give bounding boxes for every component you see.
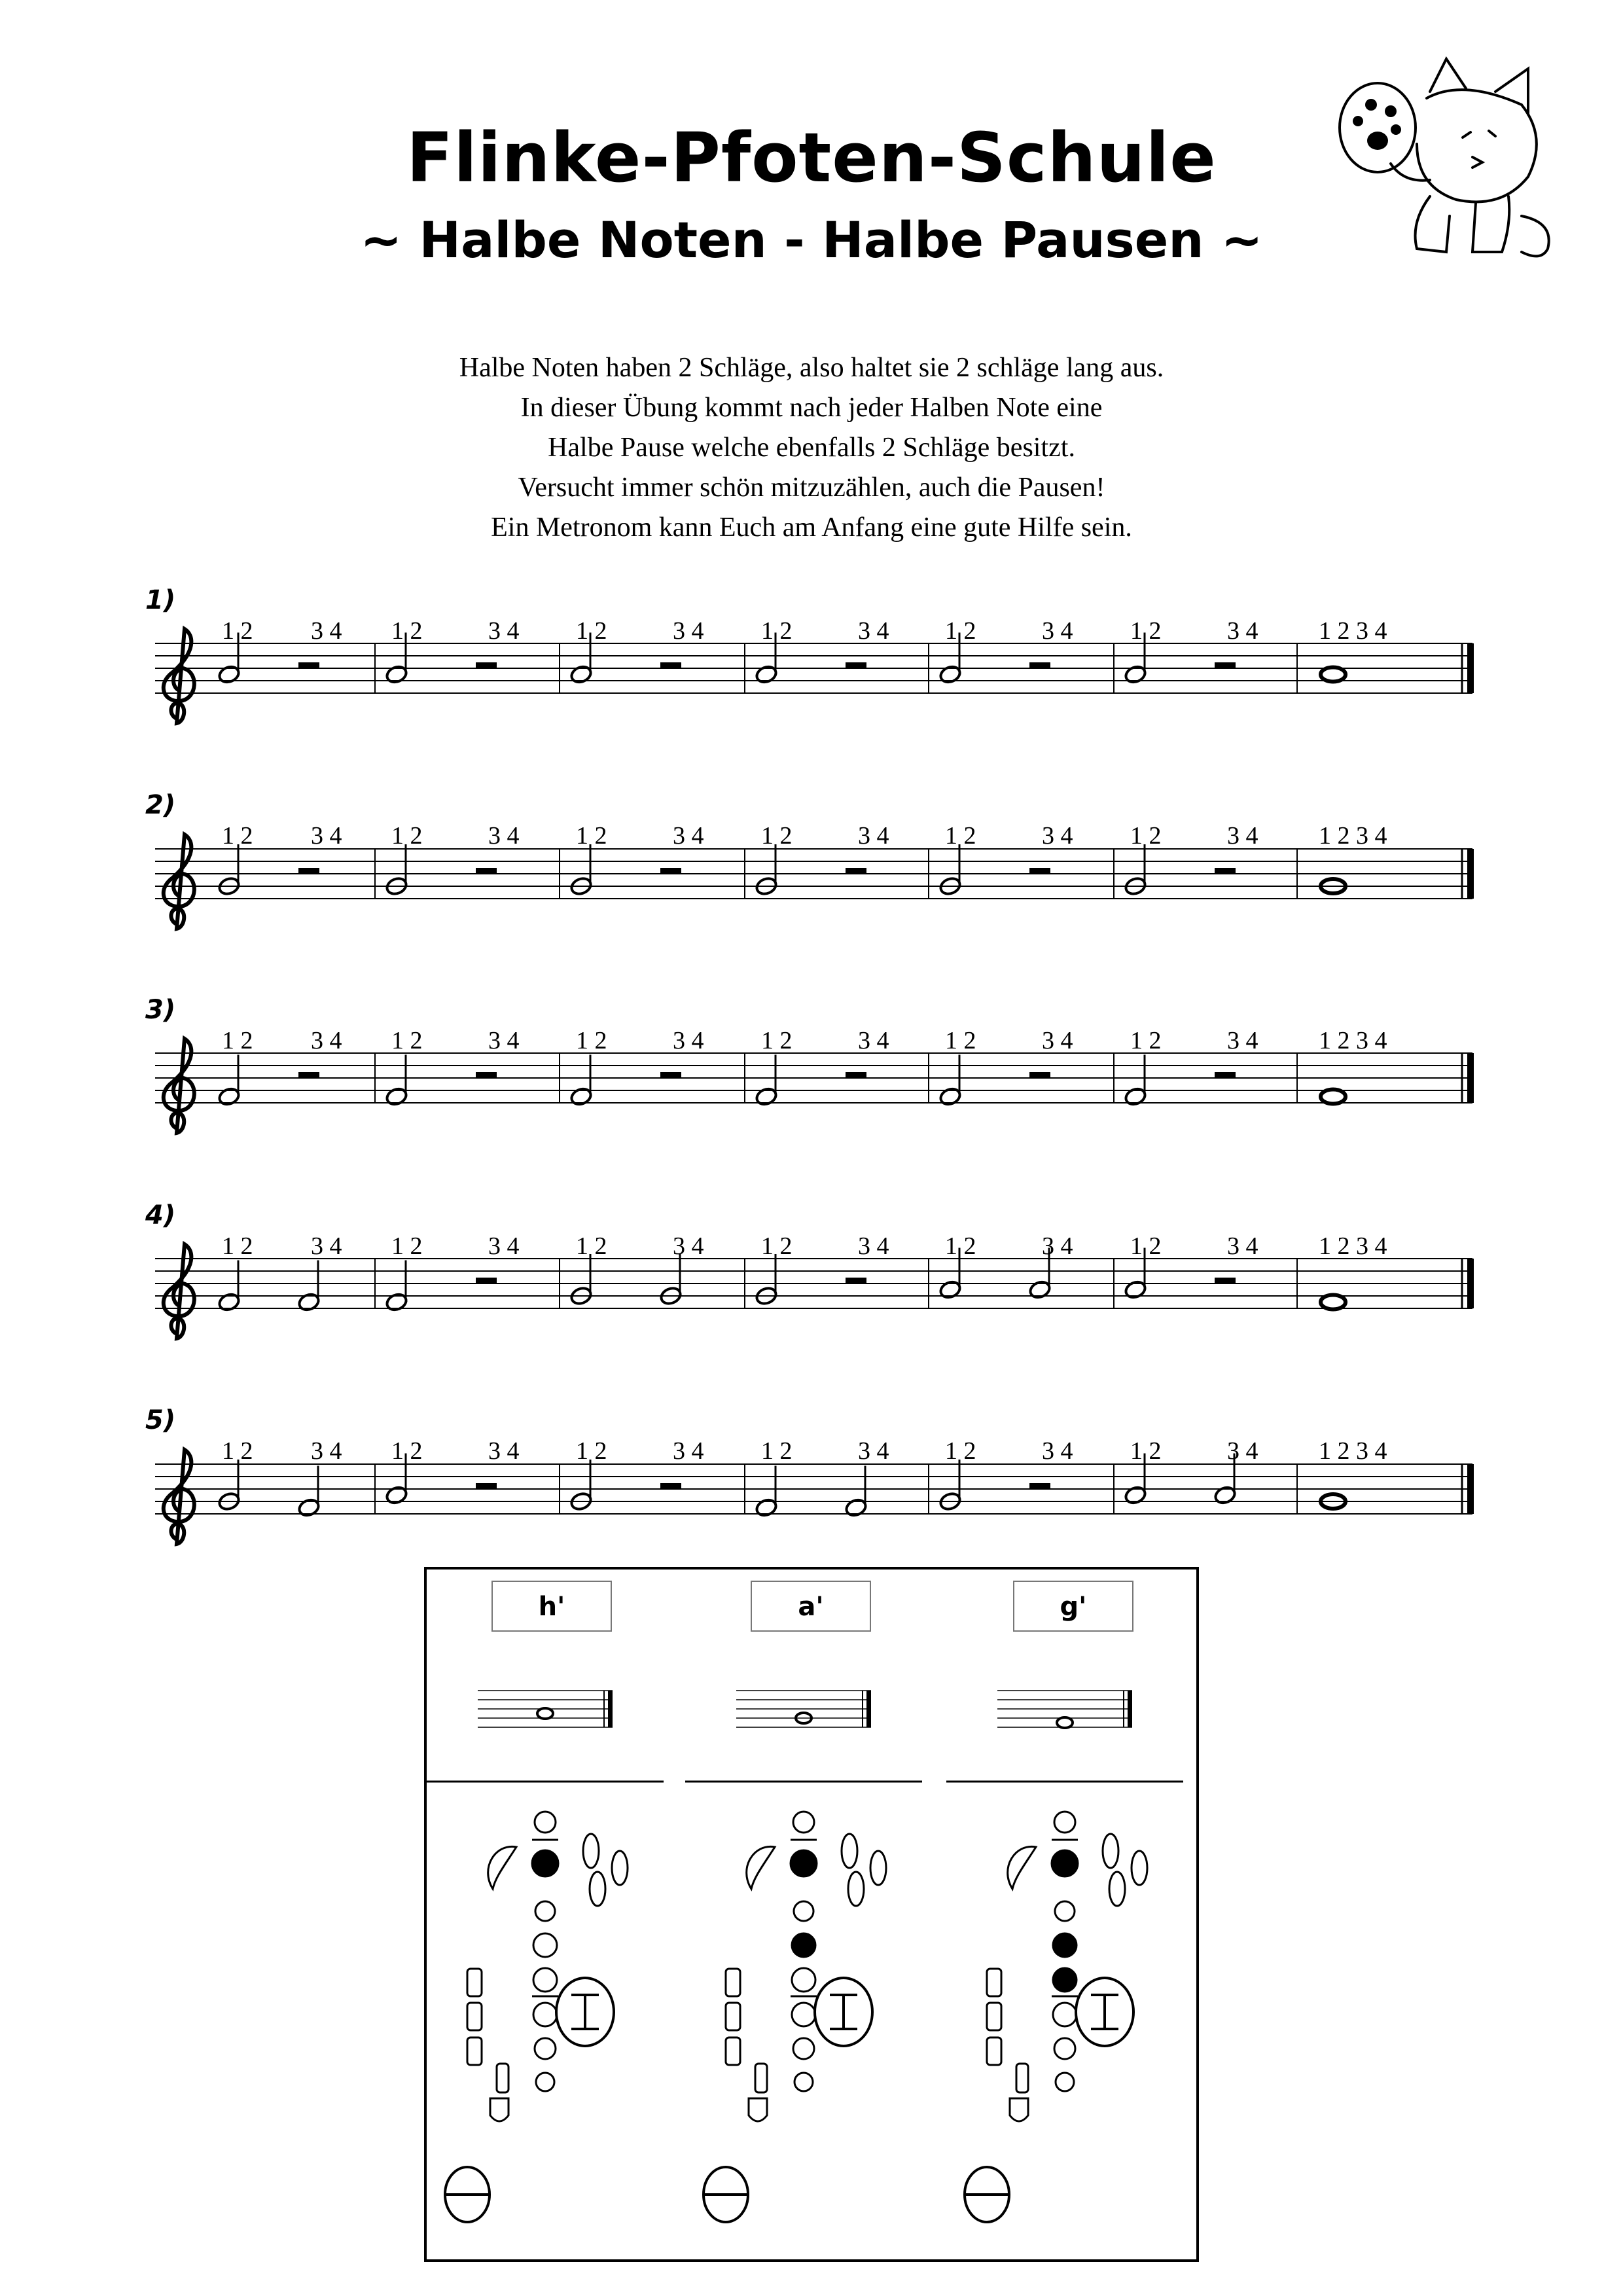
- half-rest: [660, 1483, 681, 1489]
- beat-count: 3 4: [858, 1437, 889, 1465]
- half-rest: [660, 868, 681, 874]
- side-key: [755, 2064, 767, 2092]
- side-key: [870, 1851, 886, 1885]
- beat-count: 3 4: [858, 1232, 889, 1260]
- beat-count: 3 4: [1042, 1437, 1073, 1465]
- finger-hole: [1056, 2073, 1074, 2091]
- beat-count: 3 4: [858, 822, 889, 850]
- side-key: [848, 1872, 864, 1906]
- beat-count: 1 2: [222, 1437, 253, 1465]
- side-key: [1132, 1851, 1147, 1885]
- beat-count: 1 2 3 4: [1319, 1437, 1387, 1465]
- finger-hole: [1053, 1933, 1077, 1957]
- beat-count: 3 4: [673, 1437, 704, 1465]
- whole-note: [1321, 668, 1346, 682]
- intro-line: Halbe Pause welche ebenfalls 2 Schläge besitzt.: [548, 433, 1075, 463]
- side-key: [842, 1834, 857, 1868]
- final-bar-thick: [1467, 643, 1474, 693]
- fingering-chart: [424, 1567, 1199, 2262]
- beat-count: 1 2 3 4: [1319, 822, 1387, 850]
- beat-count: 3 4: [673, 822, 704, 850]
- final-bar-thick: [1467, 1259, 1474, 1308]
- mini-bar-thick: [1128, 1691, 1132, 1727]
- beat-count: 1 2: [1130, 1437, 1162, 1465]
- finger-hole: [533, 1933, 557, 1957]
- page-title: Flinke-Pfoten-Schule: [406, 118, 1217, 198]
- thumb-key: [747, 1846, 775, 1889]
- beat-count: 1 2: [945, 1437, 976, 1465]
- side-key: [612, 1851, 628, 1885]
- half-rest: [1215, 1278, 1236, 1283]
- beat-count: 1 2: [576, 1232, 607, 1260]
- beat-count: 1 2: [945, 617, 976, 645]
- beat-count: 3 4: [311, 1232, 342, 1260]
- beat-count: 3 4: [1227, 822, 1258, 850]
- half-rest: [298, 868, 319, 874]
- thumb-key: [488, 1846, 516, 1889]
- side-key: [726, 1969, 740, 1996]
- beat-count: 1 2 3 4: [1319, 1027, 1387, 1054]
- fingering-label-b: h': [491, 1581, 612, 1632]
- exercise-5: [145, 1405, 1474, 1544]
- beat-count: 1 2: [761, 1232, 793, 1260]
- half-rest: [298, 1072, 319, 1078]
- beat-count: 1 2: [945, 1027, 976, 1054]
- exercise-number: 3): [145, 995, 176, 1025]
- half-rest: [660, 1072, 681, 1078]
- finger-hole: [792, 1933, 815, 1957]
- beat-count: 1 2: [761, 1027, 793, 1054]
- side-key: [987, 2003, 1001, 2030]
- exercise-number: 1): [145, 585, 176, 615]
- half-rest: [1215, 868, 1236, 874]
- whole-note: [1057, 1717, 1073, 1728]
- beat-count: 3 4: [311, 822, 342, 850]
- beat-count: 1 2: [391, 822, 423, 850]
- half-rest: [1029, 1483, 1050, 1489]
- side-key: [726, 2037, 740, 2065]
- half-rest: [476, 662, 497, 668]
- beat-count: 1 2: [761, 1437, 793, 1465]
- octave-hole: [535, 1812, 556, 1833]
- beat-count: 3 4: [1227, 617, 1258, 645]
- beat-count: 3 4: [488, 1437, 520, 1465]
- octave-hole: [793, 1812, 814, 1833]
- beat-count: 1 2: [1130, 1027, 1162, 1054]
- final-bar-thick: [1467, 1464, 1474, 1514]
- beat-count: 1 2: [945, 822, 976, 850]
- beat-count: 3 4: [1042, 1027, 1073, 1054]
- beat-count: 1 2: [391, 1437, 423, 1465]
- beat-count: 1 2: [391, 617, 423, 645]
- beat-count: 3 4: [673, 617, 704, 645]
- beat-count: 1 2: [761, 617, 793, 645]
- finger-hole: [794, 2073, 813, 2091]
- thumb-key: [1008, 1846, 1036, 1889]
- half-rest: [1215, 1072, 1236, 1078]
- beat-count: 3 4: [673, 1232, 704, 1260]
- half-rest: [298, 662, 319, 668]
- beat-count: 1 2: [576, 617, 607, 645]
- finger-hole: [792, 1968, 815, 1992]
- fingering-label-g: g': [1013, 1581, 1133, 1632]
- exercise-number: 4): [145, 1200, 176, 1230]
- beat-count: 3 4: [1227, 1232, 1258, 1260]
- finger-hole: [1055, 1901, 1075, 1921]
- fingering-column-b: [427, 1691, 664, 2222]
- side-key: [583, 1834, 599, 1868]
- octave-hole: [1054, 1812, 1075, 1833]
- beat-count: 3 4: [1042, 822, 1073, 850]
- side-key: [749, 2098, 767, 2121]
- thumb-hole: [1052, 1850, 1078, 1876]
- finger-hole: [533, 1968, 557, 1992]
- beat-count: 1 2: [1130, 1232, 1162, 1260]
- exercise-1: [145, 585, 1474, 723]
- beat-count: 3 4: [1227, 1027, 1258, 1054]
- beat-count: 1 2 3 4: [1319, 617, 1387, 645]
- beat-count: 1 2: [945, 1232, 976, 1260]
- whole-note: [537, 1708, 553, 1719]
- beat-count: 3 4: [673, 1027, 704, 1054]
- half-rest: [846, 1072, 866, 1078]
- beat-count: 3 4: [488, 1027, 520, 1054]
- intro-line: In dieser Übung kommt nach jeder Halben Note eine: [520, 393, 1103, 423]
- beat-count: 1 2: [576, 822, 607, 850]
- exercise-2: [145, 790, 1474, 929]
- exercise-number: 2): [145, 790, 176, 820]
- half-rest: [846, 868, 866, 874]
- half-rest: [846, 1278, 866, 1283]
- fingering-column-a: [685, 1691, 922, 2222]
- thumb-hole: [791, 1850, 817, 1876]
- beat-count: 1 2: [222, 1232, 253, 1260]
- half-rest: [1029, 1072, 1050, 1078]
- side-key: [467, 2037, 482, 2065]
- finger-hole: [533, 2003, 557, 2026]
- half-rest: [846, 662, 866, 668]
- side-key: [726, 2003, 740, 2030]
- finger-hole: [1054, 2038, 1075, 2059]
- half-rest: [476, 868, 497, 874]
- beat-count: 3 4: [488, 1232, 520, 1260]
- mini-bar-thick: [866, 1691, 871, 1727]
- beat-count: 1 2: [391, 1027, 423, 1054]
- finger-hole: [792, 2003, 815, 2026]
- beat-count: 3 4: [488, 617, 520, 645]
- beat-count: 3 4: [1042, 1232, 1073, 1260]
- beat-count: 3 4: [858, 1027, 889, 1054]
- side-key: [1103, 1834, 1118, 1868]
- final-bar-thick: [1467, 1053, 1474, 1103]
- intro-line: Versucht immer schön mitzuzählen, auch die Pausen!: [518, 473, 1105, 503]
- beat-count: 3 4: [311, 1027, 342, 1054]
- side-key: [1010, 2098, 1028, 2121]
- half-rest: [476, 1483, 497, 1489]
- beat-count: 3 4: [488, 822, 520, 850]
- beat-count: 1 2: [1130, 822, 1162, 850]
- beat-count: 3 4: [311, 1437, 342, 1465]
- half-rest: [476, 1278, 497, 1283]
- half-rest: [1029, 868, 1050, 874]
- side-key: [467, 2003, 482, 2030]
- beat-count: 1 2: [222, 822, 253, 850]
- final-bar-thick: [1467, 849, 1474, 899]
- thumb-hole: [532, 1850, 558, 1876]
- side-key: [1109, 1872, 1125, 1906]
- beat-count: 1 2: [222, 1027, 253, 1054]
- side-key: [987, 2037, 1001, 2065]
- fingering-label-a: a': [751, 1581, 871, 1632]
- beat-count: 1 2: [1130, 617, 1162, 645]
- finger-hole: [535, 2038, 556, 2059]
- finger-hole: [793, 2038, 814, 2059]
- finger-hole: [794, 1901, 813, 1921]
- fingering-diagrams: [427, 1570, 1202, 2265]
- beat-count: 3 4: [1227, 1437, 1258, 1465]
- beat-count: 1 2: [576, 1027, 607, 1054]
- side-key: [987, 1969, 1001, 1996]
- beat-count: 1 2: [576, 1437, 607, 1465]
- exercise-4: [145, 1200, 1474, 1338]
- side-key: [590, 1872, 605, 1906]
- finger-hole: [536, 2073, 554, 2091]
- finger-hole: [1053, 2003, 1077, 2026]
- whole-note: [1321, 1295, 1346, 1310]
- half-rest: [1029, 662, 1050, 668]
- whole-note: [1321, 1090, 1346, 1104]
- beat-count: 1 2 3 4: [1319, 1232, 1387, 1260]
- side-key: [1016, 2064, 1028, 2092]
- beat-count: 3 4: [858, 617, 889, 645]
- exercise-3: [145, 995, 1474, 1133]
- intro-line: Ein Metronom kann Euch am Anfang eine gute Hilfe sein.: [491, 512, 1132, 543]
- finger-hole: [535, 1901, 555, 1921]
- side-key: [490, 2098, 508, 2121]
- half-rest: [660, 662, 681, 668]
- beat-count: 1 2: [222, 617, 253, 645]
- page-subtitle: ~ Halbe Noten - Halbe Pausen ~: [360, 211, 1263, 269]
- finger-hole: [1053, 1968, 1077, 1992]
- beat-count: 3 4: [311, 617, 342, 645]
- beat-count: 1 2: [391, 1232, 423, 1260]
- beat-count: 1 2: [761, 822, 793, 850]
- fingering-column-g: [946, 1691, 1183, 2222]
- side-key: [497, 2064, 508, 2092]
- side-key: [467, 1969, 482, 1996]
- beat-count: 3 4: [1042, 617, 1073, 645]
- exercise-number: 5): [145, 1405, 176, 1435]
- mini-bar-thick: [608, 1691, 613, 1727]
- half-rest: [476, 1072, 497, 1078]
- intro-line: Halbe Noten haben 2 Schläge, also haltet sie 2 schläge lang aus.: [459, 353, 1164, 383]
- half-rest: [1215, 662, 1236, 668]
